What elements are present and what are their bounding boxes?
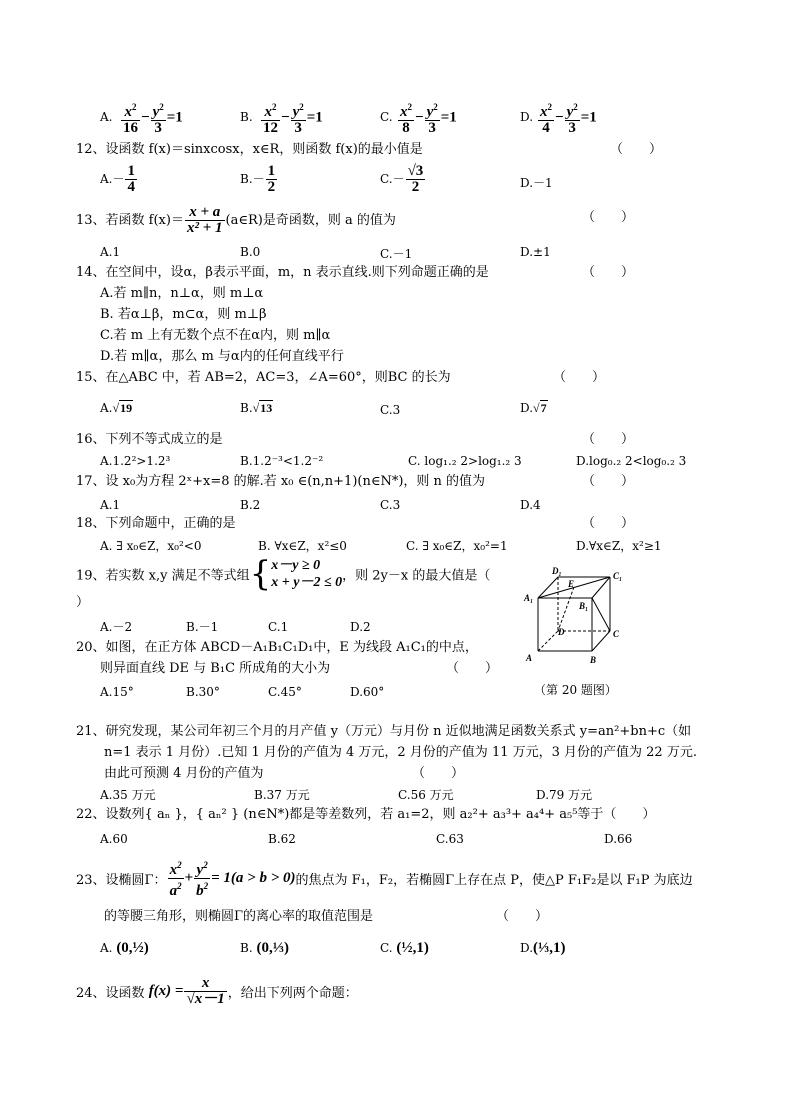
- q15-stem: 15、在△ABC 中，若 AB=2，AC=3，∠A=60°，则BC 的长为: [76, 370, 451, 385]
- q21-option-c: C.56 万元: [398, 788, 454, 802]
- q16-option-c: C. log₁.₂ 2>log₁.₂ 3: [408, 454, 522, 468]
- q14-option-b: B. 若α⊥β，m⊂α，则 m⊥β: [100, 307, 267, 322]
- q11-option-c: C.: [380, 110, 393, 124]
- q11-d-formula: $\frac{x^2}{4}$ − $\frac{y^2}{3}$ =1: [540, 102, 597, 136]
- q11-a-formula: $\frac{x^2}{16}$ − $\frac{y^2}{3}$ =1: [123, 102, 183, 136]
- q12-option-d: D.－1: [520, 176, 553, 190]
- label-B1: B₁: [579, 601, 589, 611]
- q22-stem: 22、设数列{ aₙ }，{ aₙ² } (n∈N*)都是等差数列，若 a₁=2，则 a₂²+ a₃³+ a₄⁴+ a₅⁵等于（ ）: [76, 807, 656, 822]
- q21-answer-paren: （ ）: [412, 766, 465, 781]
- figure-caption: （第 20 题图）: [534, 683, 617, 697]
- q21-option-a: A.35 万元: [100, 788, 156, 802]
- q11-option-d: D.: [520, 110, 534, 124]
- q15-option-b: B.√13: [240, 401, 273, 415]
- q24-stem: 24、设函数 f(x) = $\frac{x}{√x-1}$ ，给出下列两个命题：: [76, 975, 358, 1007]
- q23-option-c: C. (½,1): [380, 940, 429, 956]
- q13-option-a: A.1: [100, 245, 121, 259]
- q12-option-c: C.－ $\frac{√3}{2}$: [380, 163, 424, 195]
- q22-option-c: C.63: [436, 832, 464, 846]
- q19-option-a: A.－2: [100, 620, 133, 634]
- q18-option-b: B. ∀x∈Z，x²≤0: [258, 539, 347, 553]
- q22-option-b: B.62: [268, 832, 296, 846]
- q18-option-c: C. ∃ x₀∈Z，x₀²=1: [406, 539, 508, 553]
- q16-option-d: D.log₀.₂ 2<log₀.₂ 3: [576, 454, 687, 468]
- label-E: E: [568, 579, 575, 589]
- q16-option-b: B.1.2⁻³<1.2⁻²: [240, 454, 324, 468]
- q13-option-d: D.±1: [520, 245, 551, 259]
- label-C1: C₁: [613, 571, 623, 581]
- q18-stem: 18、下列命题中，正确的是: [76, 516, 236, 531]
- q11-options: [100, 100, 620, 136]
- q21-stem-line2: n=1 表示 1 月份）.已知 1 月份的产值为 4 万元，2 月份的产值为 11 万元，3 月份的产值为 22 万元.: [104, 745, 697, 760]
- q23-answer-paren: （ ）: [496, 909, 549, 924]
- q21-option-b: B.37 万元: [254, 788, 310, 802]
- q14-option-d: D.若 m∥α，那么 m 与α内的任何直线平行: [100, 349, 344, 364]
- q14-stem: 14、在空间中，设α，β表示平面，m，n 表示直线.则下列命题正确的是: [76, 265, 489, 280]
- q21-stem-line3: 由此可预测 4 月份的产值为: [104, 766, 264, 781]
- q12-answer-paren: （ ）: [610, 142, 663, 157]
- label-A1: A₁: [524, 593, 534, 603]
- q22-option-d: D.66: [604, 832, 633, 846]
- q12-option-b: B.－ $\frac{1}{2}$: [240, 163, 276, 195]
- label-A: A: [526, 653, 533, 663]
- q21-stem-line1: 21、研究发现，某公司年初三个月的月产值 y（万元）与月份 n 近似地满足函数关系式 y=an²+bn+c（如: [76, 724, 692, 739]
- q15-option-d: D.√7: [520, 401, 547, 415]
- q17-stem: 17、设 x₀为方程 2ˣ+x=8 的解.若 x₀ ∈(n,n+1)(n∈N*)，则 n 的值为: [76, 474, 486, 489]
- q11-c-formula: $\frac{x^2}{8}$ − $\frac{y^2}{3}$ =1: [400, 102, 457, 136]
- q23-stem-line2: 的等腰三角形，则椭圆Γ的离心率的取值范围是: [104, 909, 374, 924]
- q13-stem: 13、若函数 f(x)＝ $\frac{x + a}{\text{x² + 1}}$ (a∈R)是奇函数，则 a 的值为: [76, 204, 396, 236]
- q11-option-b: B.: [240, 110, 253, 124]
- q18-answer-paren: （ ）: [582, 516, 635, 531]
- q19-stem-close: ）: [76, 595, 90, 610]
- q22-option-a: A.60: [100, 832, 128, 846]
- q18-option-d: D.∀x∈Z，x²≥1: [576, 539, 662, 553]
- q16-stem: 16、下列不等式成立的是: [76, 432, 223, 447]
- q23-option-b: B. (0,⅓): [240, 940, 289, 956]
- q17-option-c: C.3: [380, 498, 401, 512]
- q16-answer-paren: （ ）: [582, 432, 635, 447]
- q11-b-formula: $\frac{x^2}{12}$ − $\frac{y^2}{3}$ =1: [263, 102, 323, 136]
- q14-option-c: C.若 m 上有无数个点不在α内，则 m∥α: [100, 328, 331, 343]
- q18-option-a: A. ∃ x₀∈Z，x₀²<0: [100, 539, 202, 553]
- q15-option-a: A.√19: [100, 401, 133, 415]
- q20-option-d: D.60°: [350, 685, 385, 699]
- q19-option-d: D.2: [350, 620, 371, 634]
- label-B: B: [590, 655, 597, 665]
- q17-answer-paren: （ ）: [582, 474, 635, 489]
- q20-stem-line2: 则异面直线 DE 与 B₁C 所成角的大小为: [100, 661, 331, 676]
- q17-option-b: B.2: [240, 498, 261, 512]
- label-D1: D₁: [552, 566, 562, 576]
- q19-option-b: B.－1: [186, 620, 219, 634]
- q11-option-a: A.: [100, 110, 113, 124]
- q14-option-a: A.若 m∥n，n⊥α，则 m⊥α: [100, 286, 264, 301]
- q23-option-a: A. (0,½): [100, 940, 149, 956]
- q13-answer-paren: （ ）: [582, 210, 635, 225]
- q14-answer-paren: （ ）: [582, 265, 635, 280]
- q16-option-a: A.1.2²>1.2³: [100, 454, 171, 468]
- q20-option-c: C.45°: [268, 685, 302, 699]
- q20-option-b: B.30°: [186, 685, 220, 699]
- q20-stem-line1: 20、如图，在正方体 ABCD－A₁B₁C₁D₁中，E 为线段 A₁C₁的中点，: [76, 640, 478, 655]
- q19-option-c: C.1: [268, 620, 289, 634]
- q23-stem: 23、设椭圆Γ： $\frac{x^2}{a^2}$ + $\frac{y^2}{b^2}$ = 1(a > b > 0)的焦点为 F₁，F₂，若椭圆Γ上存在点 P，使△P F₁F₂是以 F₁P 为底边: [76, 860, 693, 899]
- q15-option-c: C.3: [380, 403, 401, 417]
- q12-stem: 12、设函数 f(x)＝sinxcosx，x∈R，则函数 f(x)的最小值是: [76, 142, 423, 157]
- q13-option-b: B.0: [240, 245, 261, 259]
- q20-option-a: A.15°: [100, 685, 134, 699]
- q12-option-a: A.－ $\frac{1}{4}$: [100, 163, 135, 195]
- q20-answer-paren: （ ）: [446, 661, 499, 676]
- q13-option-c: C.－1: [380, 247, 413, 261]
- q17-option-d: D.4: [520, 498, 541, 512]
- q21-option-d: D.79 万元: [536, 788, 593, 802]
- label-D: D: [558, 627, 565, 637]
- q19-stem: 19、若实数 x,y 满足不等式组{ x－y ≥ 0 x + y－2 ≤ 0 ，则 2y－x 的最大值是（: [76, 554, 491, 594]
- q23-option-d: D.(⅓,1): [520, 940, 566, 956]
- q17-option-a: A.1: [100, 498, 121, 512]
- label-C: C: [613, 629, 620, 639]
- q15-answer-paren: （ ）: [553, 370, 606, 385]
- cube-figure: [520, 565, 630, 670]
